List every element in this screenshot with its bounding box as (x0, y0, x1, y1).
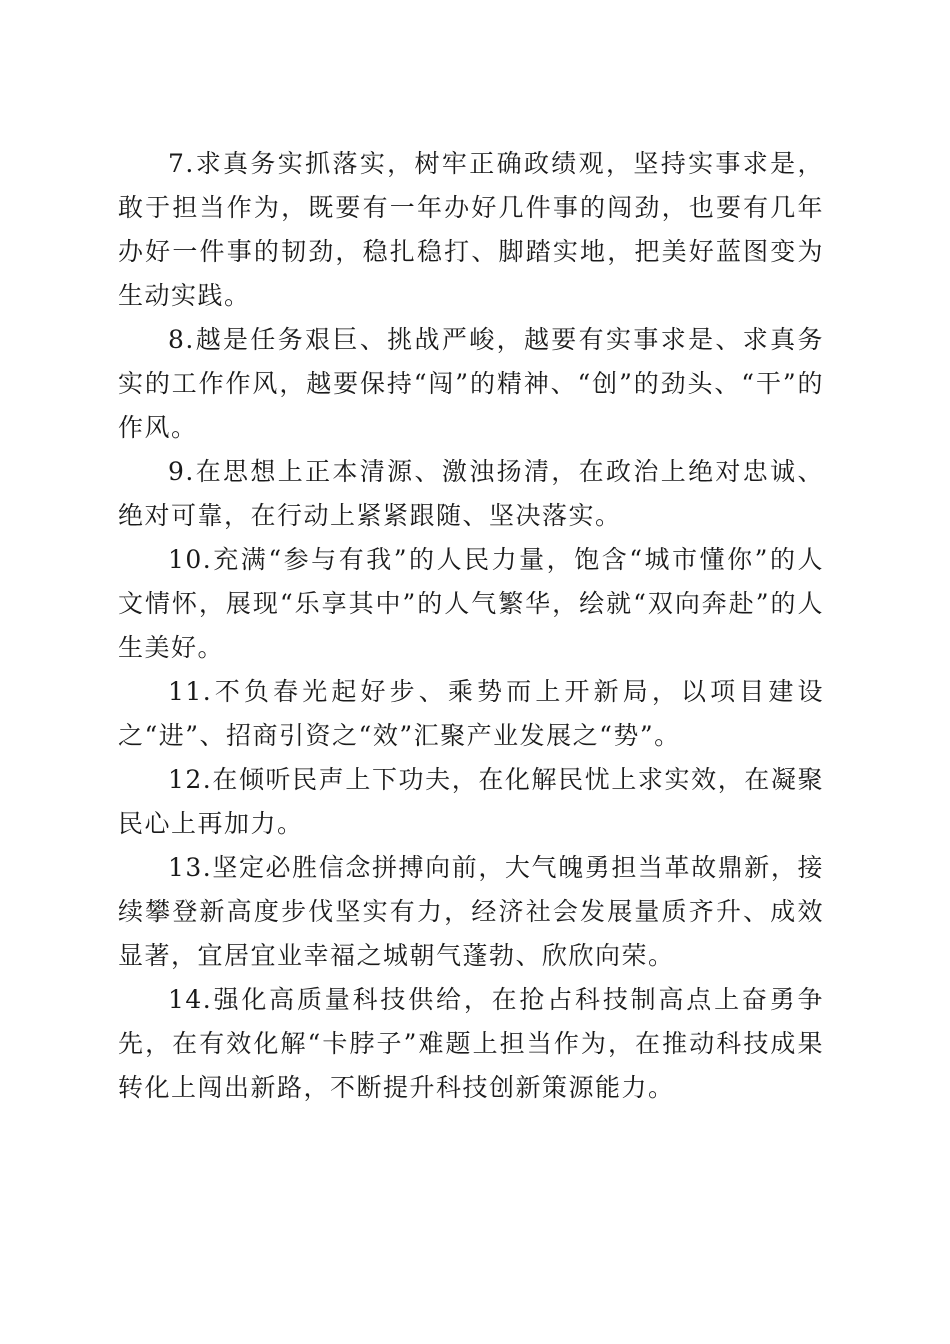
paragraph-10: 10.充满“参与有我”的人民力量，饱含“城市懂你”的人文情怀，展现“乐享其中”的人气繁华，绘就“双向奔赴”的人生美好。 (118, 545, 824, 662)
paragraph-7: 7.求真务实抓落实，树牢正确政绩观，坚持实事求是，敢于担当作为，既要有一年办好几件事的闯劲，也要有几年办好一件事的韧劲，稳扎稳打、脚踏实地，把美好蓝图变为生动实践。 (118, 149, 824, 310)
paragraph-14: 14.强化高质量科技供给，在抢占科技制高点上奋勇争先，在有效化解“卡脖子”难题上担当作为，在推动科技成果转化上闯出新路，不断提升科技创新策源能力。 (118, 985, 824, 1102)
document-body (118, 142, 824, 1110)
paragraph-8: 8.越是任务艰巨、挑战严峻，越要有实事求是、求真务实的工作作风，越要保持“闯”的精神、“创”的劲头、“干”的作风。 (118, 325, 824, 442)
paragraph-11: 11.不负春光起好步、乘势而上开新局，以项目建设之“进”、招商引资之“效”汇聚产业发展之“势”。 (118, 677, 824, 750)
paragraph-12: 12.在倾听民声上下功夫，在化解民忧上求实效，在凝聚民心上再加力。 (118, 765, 824, 838)
paragraph-9: 9.在思想上正本清源、激浊扬清，在政治上绝对忠诚、绝对可靠，在行动上紧紧跟随、坚决落实。 (118, 457, 824, 530)
paragraph-13: 13.坚定必胜信念拼搏向前，大气魄勇担当革故鼎新，接续攀登新高度步伐坚实有力，经济社会发展量质齐升、成效显著，宜居宜业幸福之城朝气蓬勃、欣欣向荣。 (118, 853, 824, 970)
